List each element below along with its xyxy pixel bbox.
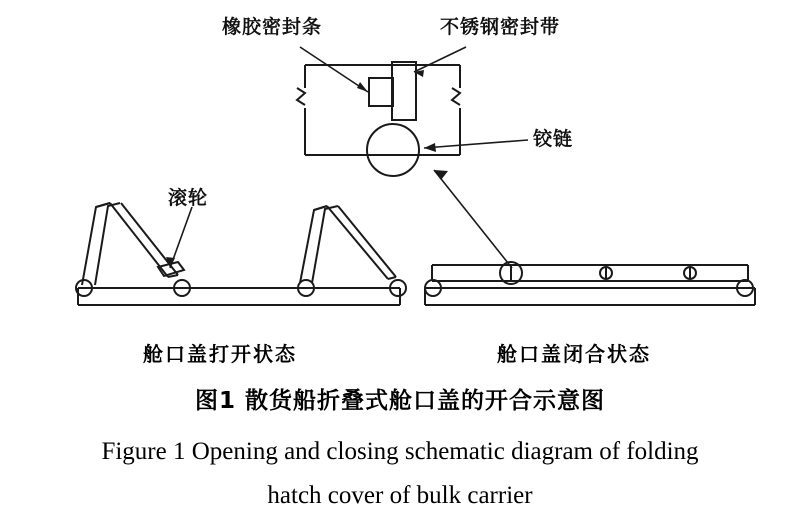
closed-hatch-cover	[425, 262, 755, 305]
callout-label-rubber-seal: 橡胶密封条	[222, 16, 323, 38]
hinge-circle	[367, 124, 419, 176]
leader-stainless-band	[414, 47, 466, 77]
callout-label-stainless-seal-band: 不锈钢密封带	[440, 16, 561, 38]
stainless-seal-band-shape	[392, 62, 416, 120]
state-label-closed: 舱口盖闭合状态	[497, 342, 651, 366]
leader-rubber-seal	[300, 47, 368, 92]
callout-label-hinge: 铰链	[533, 128, 574, 150]
figure-caption-english-line2: hatch cover of bulk carrier	[267, 482, 533, 509]
open-hatch-cover	[76, 203, 406, 305]
figure-caption-chinese: 图1 散货船折叠式舱口盖的开合示意图	[194, 388, 605, 414]
callout-label-roller: 滚轮	[168, 187, 209, 209]
leader-hinge	[424, 140, 528, 152]
leader-hinge-to-closed-cover	[434, 170, 512, 268]
state-label-open: 舱口盖打开状态	[143, 342, 297, 366]
leader-roller	[166, 207, 192, 268]
rubber-seal-shape	[369, 78, 393, 106]
figure-caption-english-line1: Figure 1 Opening and closing schematic diagram of folding	[101, 438, 699, 465]
break-symbol-left	[297, 88, 305, 105]
break-symbol-right	[452, 88, 460, 105]
